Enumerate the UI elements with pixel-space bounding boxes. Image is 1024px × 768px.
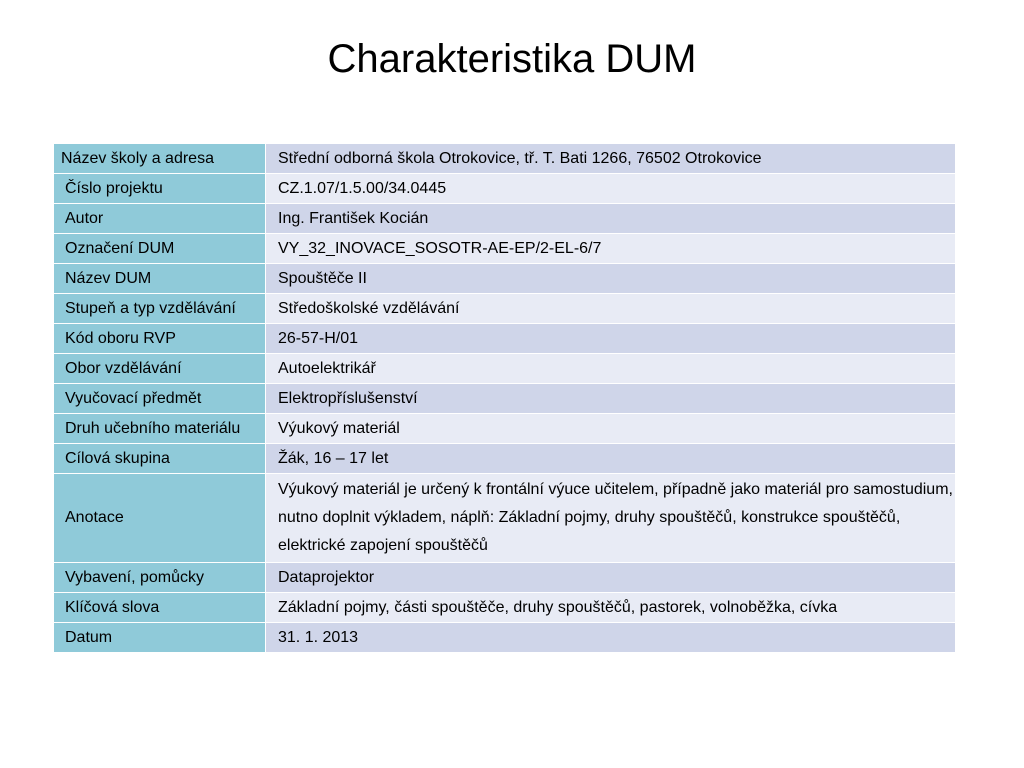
row-label: Označení DUM xyxy=(54,234,266,264)
row-label: Vybavení, pomůcky xyxy=(54,563,266,593)
slide-title: Charakteristika DUM xyxy=(327,37,697,81)
table-row xyxy=(54,623,956,653)
row-value: Výukový materiál je určený k frontální výuce učitelem, případně jako materiál pro samostudium, nutno doplnit výkladem, náplň: Základní pojmy, druhy spouštěčů, konstrukce spouštěčů, elektrické zapojení spouštěčů xyxy=(266,474,956,563)
row-value: Středoškolské vzdělávání xyxy=(266,294,956,324)
row-value: 31. 1. 2013 xyxy=(266,623,956,653)
row-value: Žák, 16 – 17 let xyxy=(266,444,956,474)
table-row xyxy=(54,354,956,384)
table-row xyxy=(54,264,956,294)
row-label: Kód oboru RVP xyxy=(54,324,266,354)
dum-info-table xyxy=(53,143,956,653)
table-row xyxy=(54,204,956,234)
row-label: Obor vzdělávání xyxy=(54,354,266,384)
row-value: 26-57-H/01 xyxy=(266,324,956,354)
row-label: Druh učebního materiálu xyxy=(54,414,266,444)
row-label: Klíčová slova xyxy=(54,593,266,623)
row-label: Stupeň a typ vzdělávání xyxy=(54,294,266,324)
table-row xyxy=(54,144,956,174)
row-label: Název DUM xyxy=(54,264,266,294)
table-row xyxy=(54,324,956,354)
table-row xyxy=(54,593,956,623)
row-label: Autor xyxy=(54,204,266,234)
table-row xyxy=(54,444,956,474)
row-value: Základní pojmy, části spouštěče, druhy spouštěčů, pastorek, volnoběžka, cívka xyxy=(266,593,956,623)
row-value: VY_32_INOVACE_SOSOTR-AE-EP/2-EL-6/7 xyxy=(266,234,956,264)
table-row xyxy=(54,384,956,414)
row-value: Střední odborná škola Otrokovice, tř. T. Bati 1266, 76502 Otrokovice xyxy=(266,144,956,174)
table-row xyxy=(54,174,956,204)
row-label: Název školy a adresa xyxy=(54,144,266,174)
table-row xyxy=(54,294,956,324)
row-label: Datum xyxy=(54,623,266,653)
table-row xyxy=(54,234,956,264)
row-value: Spouštěče II xyxy=(266,264,956,294)
row-label: Cílová skupina xyxy=(54,444,266,474)
row-value: Elektropříslušenství xyxy=(266,384,956,414)
row-label: Anotace xyxy=(54,474,266,563)
row-label: Vyučovací předmět xyxy=(54,384,266,414)
row-value: Výukový materiál xyxy=(266,414,956,444)
row-label: Číslo projektu xyxy=(54,174,266,204)
table-row xyxy=(54,414,956,444)
row-value: Autoelektrikář xyxy=(266,354,956,384)
row-value: Dataprojektor xyxy=(266,563,956,593)
row-value: CZ.1.07/1.5.00/34.0445 xyxy=(266,174,956,204)
table-row xyxy=(54,474,956,563)
row-value: Ing. František Kocián xyxy=(266,204,956,234)
table-row xyxy=(54,563,956,593)
